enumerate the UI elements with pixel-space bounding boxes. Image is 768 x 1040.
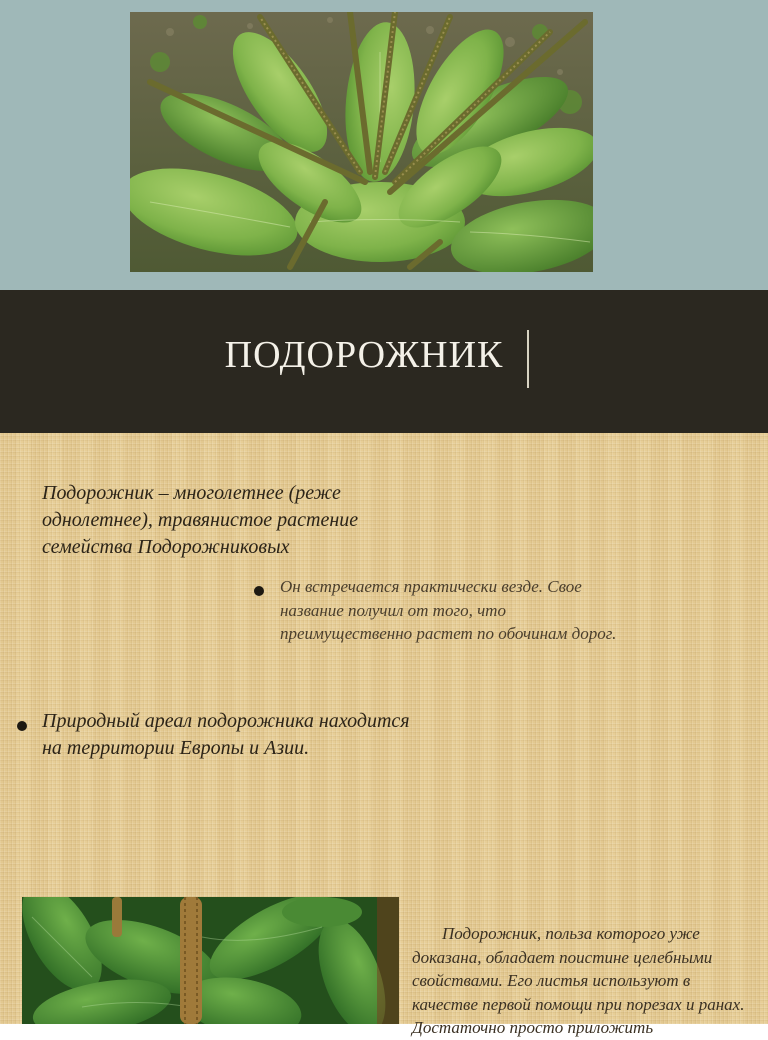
bullet-dot-2 xyxy=(17,721,27,731)
paragraph-text: Подорожник, польза которого уже доказана, обладает поистине целебными свойствами. Его листья используют в качестве первой помощи при порезах и ранах. Достаточно просто приложить xyxy=(412,924,745,1037)
slide-title: ПОДОРОЖНИК xyxy=(224,334,504,376)
bullet-dot-1 xyxy=(254,586,264,596)
intro-text: Подорожник – многолетнее (реже однолетнее), травянистое растение семейства Подорожниковых xyxy=(42,482,359,558)
bullet-text-2: Природный ареал подорожника находится на территории Европы и Азии. xyxy=(42,710,410,759)
plantain-plant-photo xyxy=(130,12,593,272)
bullet-text-1: Он встречается практически везде. Свое название получил от того, что преимущественно растет по обочинам дорог. xyxy=(280,577,617,643)
text-cursor-bar xyxy=(527,330,529,388)
plantain-leaves-photo xyxy=(22,897,399,1024)
